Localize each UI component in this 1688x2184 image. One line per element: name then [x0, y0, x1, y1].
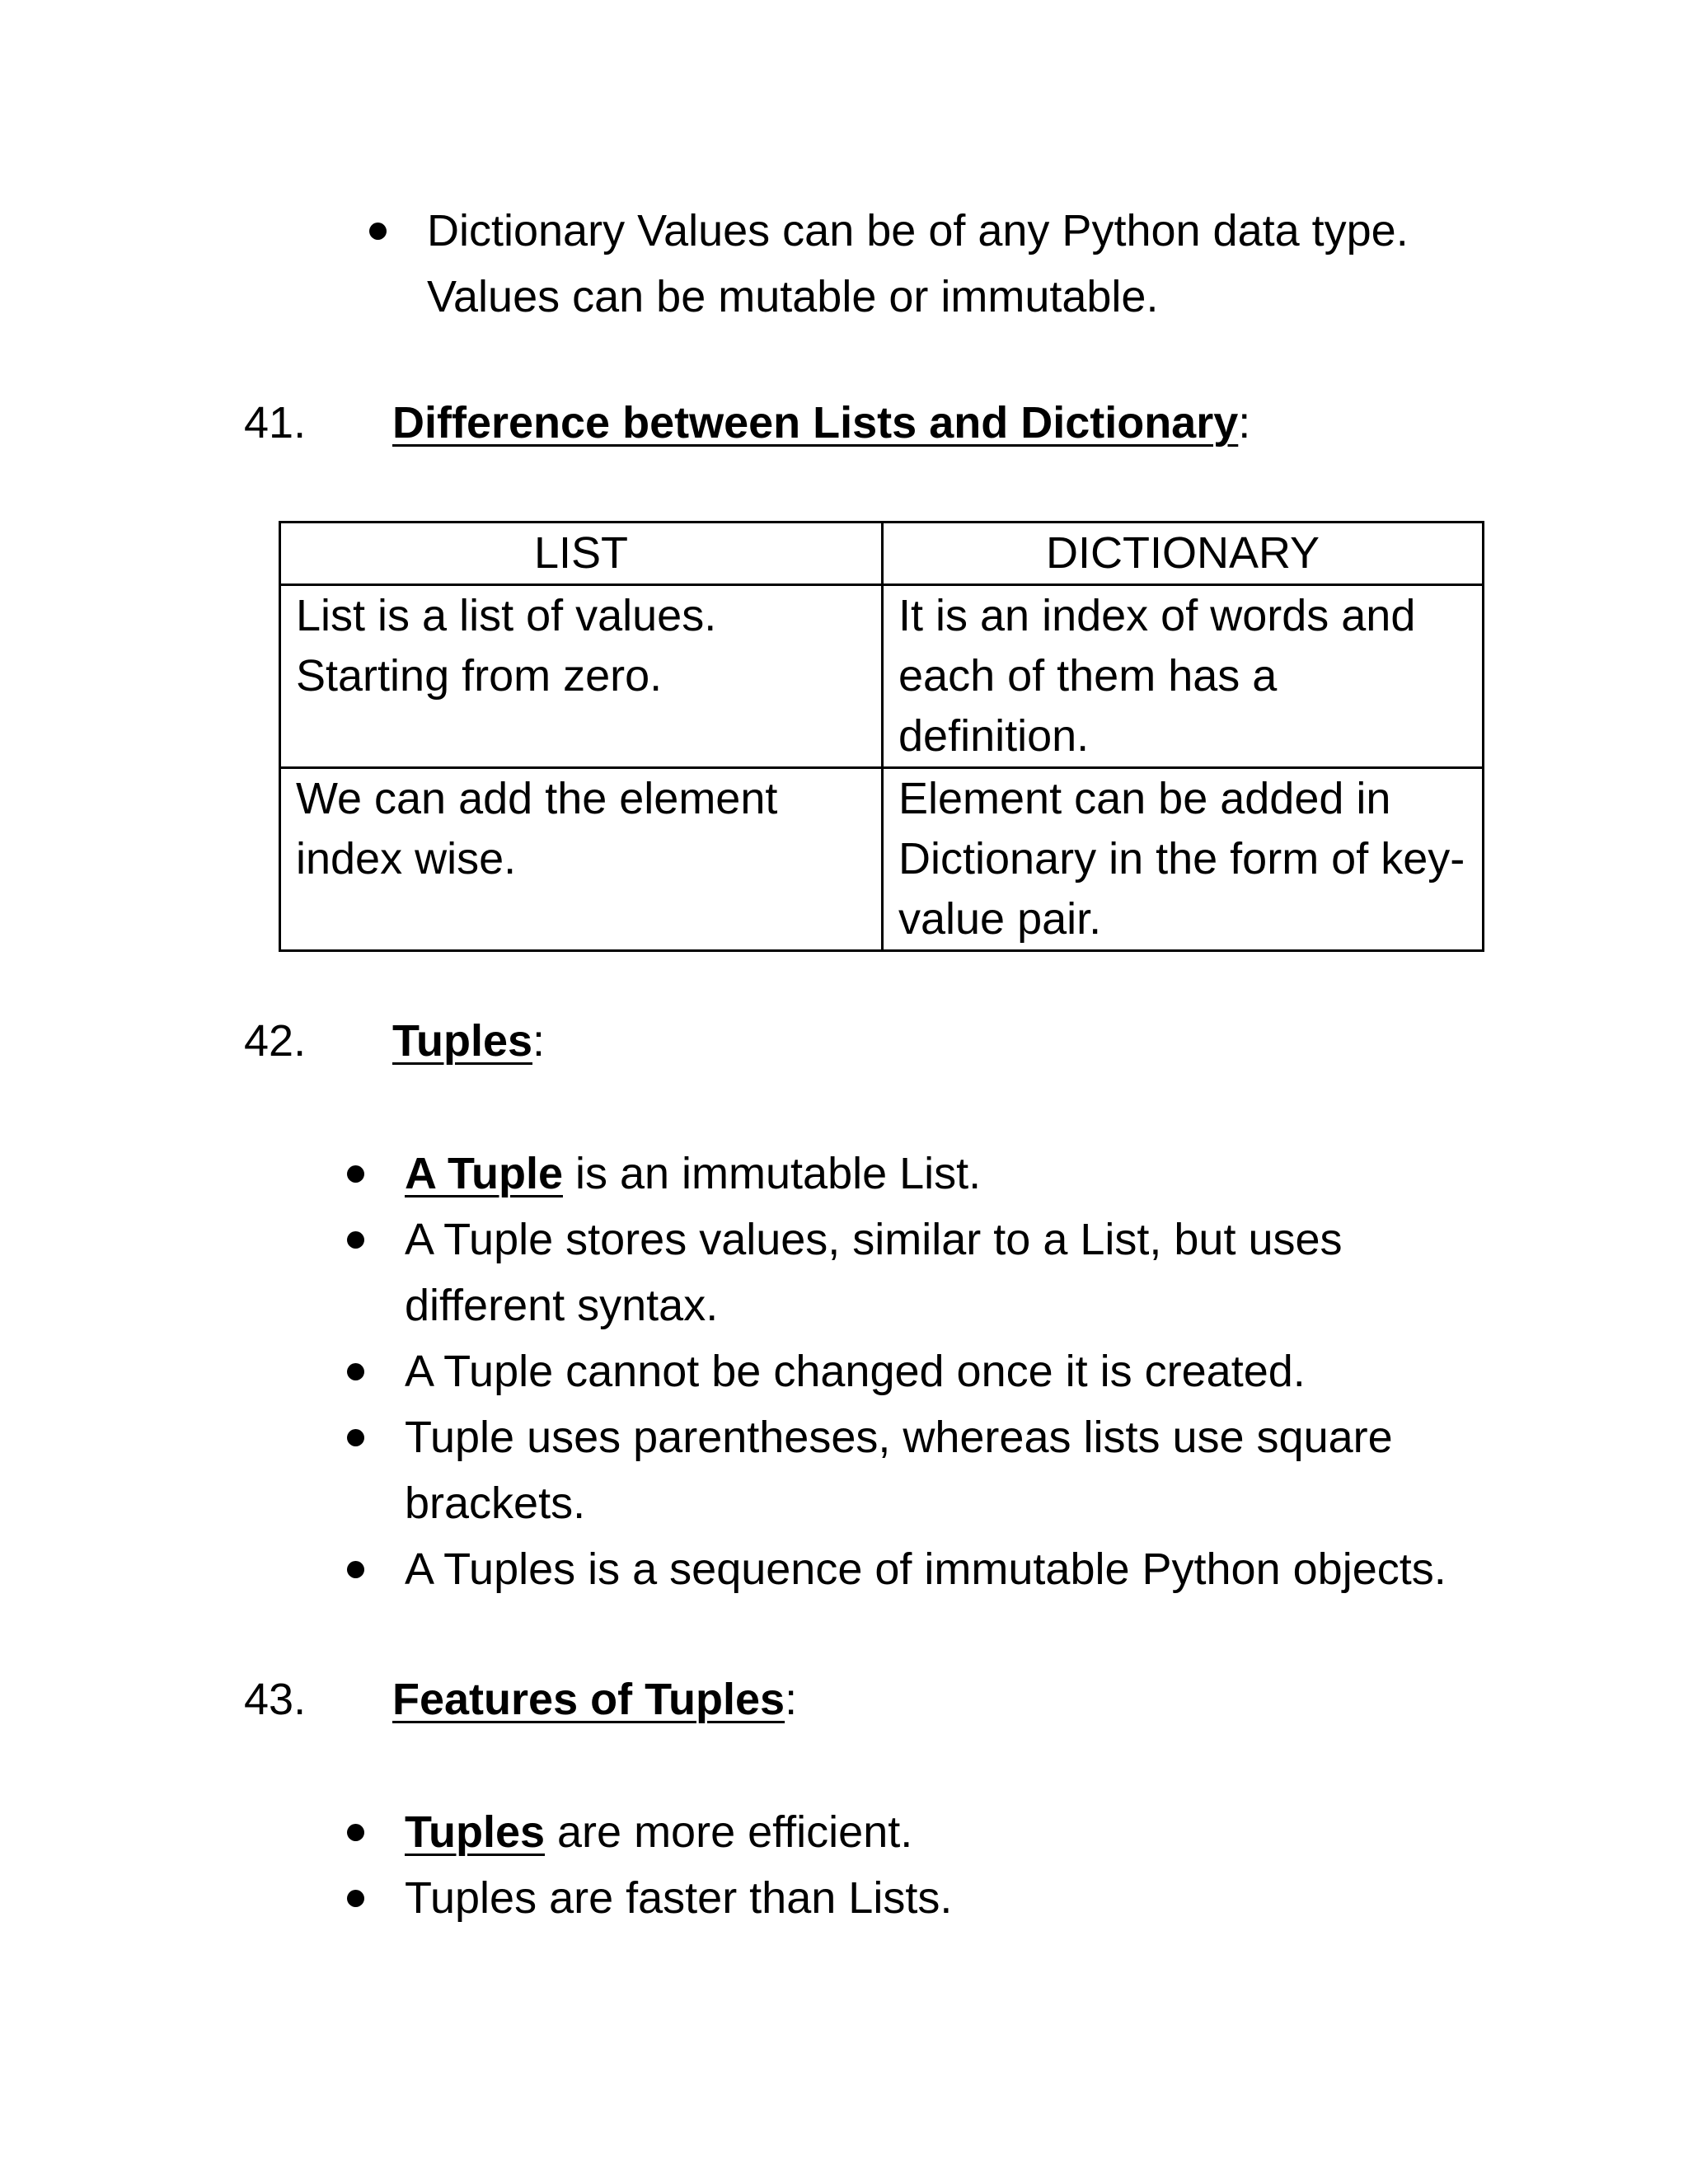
table-cell: List is a list of values. Starting from zero. [280, 585, 883, 768]
section-title-suffix: : [785, 1675, 798, 1724]
table-cell: We can add the element index wise. [280, 768, 883, 951]
bullet-text: Tuples are faster than Lists. [405, 1873, 953, 1923]
section-title [392, 390, 1250, 456]
bullet-text: A Tuple stores values, similar to a List, but uses different syntax. [405, 1215, 1343, 1330]
list-item [347, 1536, 1468, 1602]
table-row [280, 768, 1484, 951]
list-item [369, 198, 1441, 330]
column-header-list: LIST [280, 523, 883, 585]
section-number: 41. [244, 398, 307, 448]
section-title [392, 1008, 545, 1074]
list-item [347, 1404, 1468, 1536]
list-item [347, 1865, 1468, 1931]
tuples-bullet-list [347, 1141, 1468, 1602]
column-header-dictionary: DICTIONARY [883, 523, 1484, 585]
intro-bullet-list [369, 198, 1441, 330]
bullet-bold-term: A Tuple [405, 1149, 563, 1198]
bullet-text: Tuple uses parentheses, whereas lists use square brackets. [405, 1413, 1393, 1528]
section-title-suffix: : [532, 1016, 546, 1066]
section-title-text: Difference between Lists and Dictionary [392, 398, 1239, 448]
intro-bullet-text: Dictionary Values can be of any Python data type. Values can be mutable or immutable. [427, 206, 1409, 321]
bullet-text: are more efficient. [545, 1807, 913, 1857]
bullet-text: is an immutable List. [562, 1149, 982, 1198]
bullet-text: A Tuple cannot be changed once it is created. [405, 1347, 1306, 1396]
table-header-row [280, 523, 1484, 585]
table-cell: Element can be added in Dictionary in the form of key-value pair. [883, 768, 1484, 951]
section-number: 42. [244, 1016, 307, 1066]
bullet-text: A Tuples is a sequence of immutable Python objects. [405, 1544, 1447, 1594]
section-title-text: Tuples [392, 1016, 533, 1066]
list-item [347, 1207, 1468, 1338]
list-item [347, 1338, 1468, 1404]
section-number: 43. [244, 1675, 307, 1724]
table-cell: It is an index of words and each of them has a definition. [883, 585, 1484, 768]
table-row [280, 585, 1484, 768]
bullet-bold-term: Tuples [405, 1807, 546, 1857]
comparison-table [279, 521, 1484, 952]
list-item [347, 1141, 1468, 1207]
section-title-suffix: : [1238, 398, 1251, 448]
list-item [347, 1799, 1468, 1865]
features-bullet-list [347, 1799, 1468, 1931]
section-title [392, 1666, 797, 1732]
section-title-text: Features of Tuples [392, 1675, 785, 1724]
